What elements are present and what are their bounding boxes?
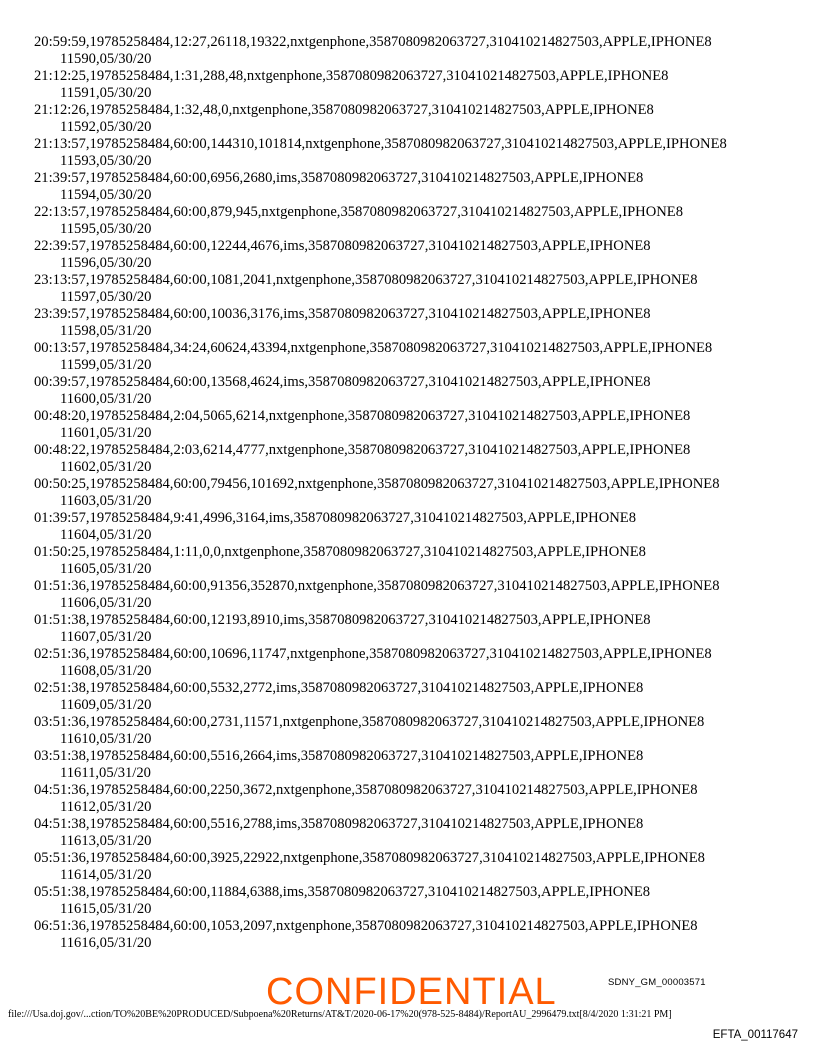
record-entry xyxy=(34,170,804,204)
record-continuation: 11595,05/30/20 xyxy=(60,221,152,237)
record-continuation: 11602,05/31/20 xyxy=(60,459,152,475)
record-line: 23:13:57,19785258484,60:00,1081,2041,nxtgenphone,3587080982063727,310410214827503,APPLE,IPHONE8 xyxy=(34,272,698,288)
record-entry xyxy=(34,850,804,884)
record-entry xyxy=(34,340,804,374)
record-continuation: 11599,05/31/20 xyxy=(60,357,152,373)
record-entry xyxy=(34,102,804,136)
record-line: 20:59:59,19785258484,12:27,26118,19322,nxtgenphone,3587080982063727,310410214827503,APPLE,IPHONE8 xyxy=(34,34,712,50)
record-line: 03:51:36,19785258484,60:00,2731,11571,nxtgenphone,3587080982063727,310410214827503,APPLE,IPHONE8 xyxy=(34,714,705,730)
record-continuation: 11613,05/31/20 xyxy=(60,833,152,849)
record-continuation: 11603,05/31/20 xyxy=(60,493,152,509)
record-line: 00:13:57,19785258484,34:24,60624,43394,nxtgenphone,3587080982063727,310410214827503,APPLE,IPHONE8 xyxy=(34,340,713,356)
record-line: 01:51:36,19785258484,60:00,91356,352870,nxtgenphone,3587080982063727,310410214827503,APPLE,IPHONE8 xyxy=(34,578,720,594)
record-continuation: 11591,05/30/20 xyxy=(60,85,152,101)
record-line: 04:51:36,19785258484,60:00,2250,3672,nxtgenphone,3587080982063727,310410214827503,APPLE,IPHONE8 xyxy=(34,782,698,798)
record-continuation: 11615,05/31/20 xyxy=(60,901,152,917)
record-continuation: 11596,05/30/20 xyxy=(60,255,152,271)
record-line: 21:12:25,19785258484,1:31,288,48,nxtgenphone,3587080982063727,310410214827503,APPLE,IPHONE8 xyxy=(34,68,669,84)
record-continuation: 11610,05/31/20 xyxy=(60,731,152,747)
record-entry xyxy=(34,918,804,952)
record-continuation: 11594,05/30/20 xyxy=(60,187,152,203)
call-records-list xyxy=(34,34,804,952)
record-continuation: 11605,05/31/20 xyxy=(60,561,152,577)
record-entry xyxy=(34,714,804,748)
record-continuation: 11608,05/31/20 xyxy=(60,663,152,679)
record-line: 01:50:25,19785258484,1:11,0,0,nxtgenphone,3587080982063727,310410214827503,APPLE,IPHONE8 xyxy=(34,544,646,560)
record-continuation: 11604,05/31/20 xyxy=(60,527,152,543)
record-line: 00:48:20,19785258484,2:04,5065,6214,nxtgenphone,3587080982063727,310410214827503,APPLE,IPHONE8 xyxy=(34,408,691,424)
record-line: 00:50:25,19785258484,60:00,79456,101692,nxtgenphone,3587080982063727,310410214827503,APPLE,IPHONE8 xyxy=(34,476,720,492)
record-line: 01:51:38,19785258484,60:00,12193,8910,ims,3587080982063727,310410214827503,APPLE,IPHONE8 xyxy=(34,612,651,628)
record-line: 04:51:38,19785258484,60:00,5516,2788,ims,3587080982063727,310410214827503,APPLE,IPHONE8 xyxy=(34,816,644,832)
record-line: 21:39:57,19785258484,60:00,6956,2680,ims,3587080982063727,310410214827503,APPLE,IPHONE8 xyxy=(34,170,644,186)
file-path-footer: file:///Usa.doj.gov/...ction/TO%20BE%20PRODUCED/Subpoena%20Returns/AT&T/2020-06-17%20(978-525-8484)/ReportAU_2996479.txt[8/4/2020 1:31:21 PM] xyxy=(8,1009,672,1020)
record-line: 03:51:38,19785258484,60:00,5516,2664,ims,3587080982063727,310410214827503,APPLE,IPHONE8 xyxy=(34,748,644,764)
record-line: 05:51:38,19785258484,60:00,11884,6388,ims,3587080982063727,310410214827503,APPLE,IPHONE8 xyxy=(34,884,651,900)
record-line: 00:39:57,19785258484,60:00,13568,4624,ims,3587080982063727,310410214827503,APPLE,IPHONE8 xyxy=(34,374,651,390)
record-entry xyxy=(34,374,804,408)
record-continuation: 11614,05/31/20 xyxy=(60,867,152,883)
record-entry xyxy=(34,68,804,102)
record-line: 01:39:57,19785258484,9:41,4996,3164,ims,3587080982063727,310410214827503,APPLE,IPHONE8 xyxy=(34,510,637,526)
record-continuation: 11606,05/31/20 xyxy=(60,595,152,611)
record-continuation: 11611,05/31/20 xyxy=(60,765,151,781)
record-line: 02:51:36,19785258484,60:00,10696,11747,nxtgenphone,3587080982063727,310410214827503,APPLE,IPHONE8 xyxy=(34,646,712,662)
bates-number: SDNY_GM_00003571 xyxy=(608,977,706,988)
record-continuation: 11600,05/31/20 xyxy=(60,391,152,407)
record-entry xyxy=(34,680,804,714)
record-line: 22:13:57,19785258484,60:00,879,945,nxtgenphone,3587080982063727,310410214827503,APPLE,IPHONE8 xyxy=(34,204,684,220)
record-continuation: 11592,05/30/20 xyxy=(60,119,152,135)
record-line: 00:48:22,19785258484,2:03,6214,4777,nxtgenphone,3587080982063727,310410214827503,APPLE,IPHONE8 xyxy=(34,442,691,458)
record-entry xyxy=(34,136,804,170)
record-continuation: 11590,05/30/20 xyxy=(60,51,152,67)
record-entry xyxy=(34,782,804,816)
record-entry xyxy=(34,442,804,476)
record-continuation: 11593,05/30/20 xyxy=(60,153,152,169)
record-entry xyxy=(34,748,804,782)
record-continuation: 11612,05/31/20 xyxy=(60,799,152,815)
record-entry xyxy=(34,646,804,680)
confidential-watermark: CONFIDENTIAL xyxy=(266,971,557,1013)
record-continuation: 11607,05/31/20 xyxy=(60,629,152,645)
record-line: 05:51:36,19785258484,60:00,3925,22922,nxtgenphone,3587080982063727,310410214827503,APPLE,IPHONE8 xyxy=(34,850,705,866)
record-entry xyxy=(34,204,804,238)
efta-number: EFTA_00117647 xyxy=(712,1029,798,1041)
record-line: 06:51:36,19785258484,60:00,1053,2097,nxtgenphone,3587080982063727,310410214827503,APPLE,IPHONE8 xyxy=(34,918,698,934)
record-entry xyxy=(34,306,804,340)
record-line: 23:39:57,19785258484,60:00,10036,3176,ims,3587080982063727,310410214827503,APPLE,IPHONE8 xyxy=(34,306,651,322)
record-continuation: 11601,05/31/20 xyxy=(60,425,152,441)
record-continuation: 11598,05/31/20 xyxy=(60,323,152,339)
record-entry xyxy=(34,476,804,510)
record-line: 02:51:38,19785258484,60:00,5532,2772,ims,3587080982063727,310410214827503,APPLE,IPHONE8 xyxy=(34,680,644,696)
record-line: 22:39:57,19785258484,60:00,12244,4676,ims,3587080982063727,310410214827503,APPLE,IPHONE8 xyxy=(34,238,651,254)
record-entry xyxy=(34,510,804,544)
record-entry xyxy=(34,612,804,646)
record-entry xyxy=(34,408,804,442)
record-entry xyxy=(34,34,804,68)
record-entry xyxy=(34,544,804,578)
record-continuation: 11609,05/31/20 xyxy=(60,697,152,713)
record-entry xyxy=(34,272,804,306)
record-line: 21:12:26,19785258484,1:32,48,0,nxtgenphone,3587080982063727,310410214827503,APPLE,IPHONE8 xyxy=(34,102,654,118)
record-entry xyxy=(34,578,804,612)
record-line: 21:13:57,19785258484,60:00,144310,101814,nxtgenphone,3587080982063727,310410214827503,APPLE,IPHONE8 xyxy=(34,136,727,152)
record-entry xyxy=(34,238,804,272)
record-continuation: 11597,05/30/20 xyxy=(60,289,152,305)
record-continuation: 11616,05/31/20 xyxy=(60,935,152,951)
record-entry xyxy=(34,884,804,918)
record-entry xyxy=(34,816,804,850)
